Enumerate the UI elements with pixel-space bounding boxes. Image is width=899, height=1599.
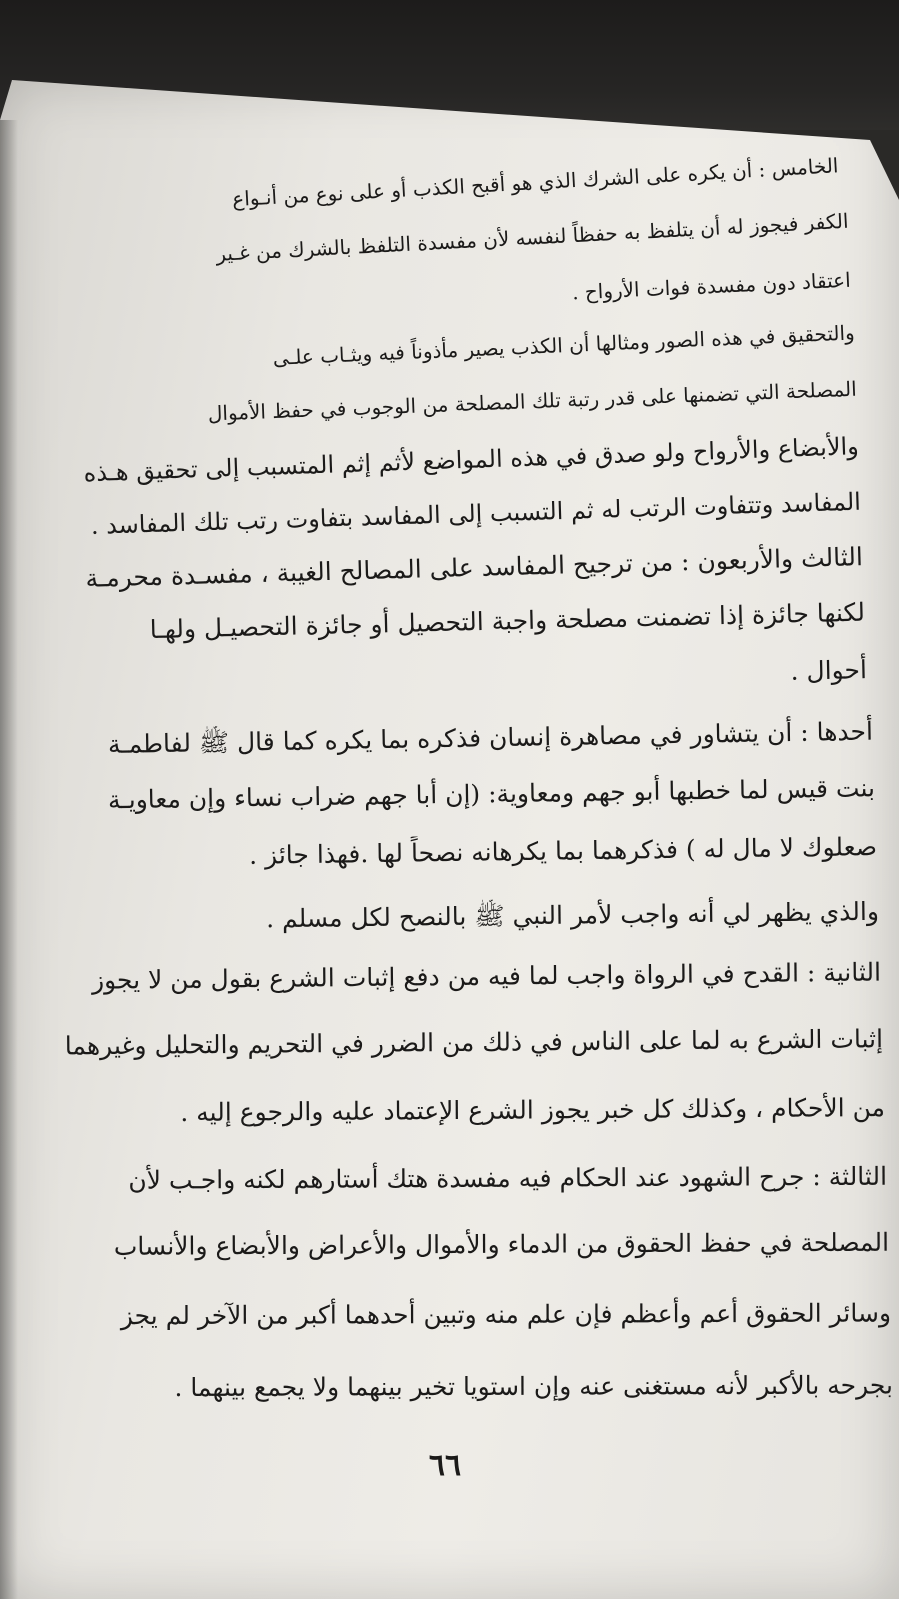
text-line: بجرحه بالأكبر لأنه مستغنى عنه وإن استويا تخير بينهما ولا يجمع بينهما . <box>174 1370 894 1403</box>
text-line: والأبضاع والأرواح ولو صدق في هذه المواضع لأثم إثم المتسبب إلى تحقيق هـذه <box>83 432 860 488</box>
text-line: الثالث والأربعون : من ترجيح المفاسد على المصالح الغيبة ، مفسـدة محرمـة <box>85 542 864 593</box>
text-line: المصلحة في حفظ الحقوق من الدماء والأموال والأعراض والأبضاع والأنساب <box>113 1227 890 1261</box>
text-line: لكنها جائزة إذا تضمنت مصلحة واجبة التحصيل أو جائزة التحصيـل ولهـا <box>149 597 866 645</box>
text-line: صعلوك لا مال له ) فذكرهما بما يكرهانه نصحاً لها .فهذا جائز . <box>248 832 878 870</box>
text-line: أحوال . <box>790 655 868 686</box>
text-line: إثبات الشرع به لما على الناس في ذلك من الضرر في التحريم والتحليل وغيرهما <box>64 1024 884 1061</box>
text-line: من الأحكام ، وكذلك كل خبر يجوز الشرع الإعتماد عليه والرجوع إليه . <box>180 1093 886 1127</box>
text-line: وسائر الحقوق أعم وأعظم فإن علم منه وتبين أحدهما أكبر من الآخر لم يجز <box>120 1298 892 1331</box>
text-line: الثانية : القدح في الرواة واجب لما فيه من دفع إثبات الشرع بقول من لا يجوز <box>91 957 882 995</box>
text-line: أحدها : أن يتشاور في مصاهرة إنسان فذكره بما يكره كما قال ﷺ لفاطمـة <box>107 716 874 759</box>
text-line: والتحقيق في هذه الصور ومثالها أن الكذب يصير مأذوناً فيه ويثـاب علـى <box>272 320 856 370</box>
text-line: اعتقاد دون مفسدة فوات الأرواح . <box>571 267 852 305</box>
page-number: ٦٦ <box>428 1448 462 1483</box>
text-line: والذي يظهر لي أنه واجب لأمر النبي ﷺ بالنصح لكل مسلم . <box>265 896 880 934</box>
text-line: المصلحة التي تضمنها على قدر رتبة تلك المصلحة من الوجوب في حفظ الأموال <box>207 376 858 426</box>
text-line: بنت قيس لما خطبها أبو جهم ومعاوية: (إن أبا جهم ضراب نساء وإن معاويـة <box>107 773 876 815</box>
text-line: الثالثة : جرح الشهود عند الحكام فيه مفسدة هتك أستارهم لكنه واجـب لأن <box>128 1161 888 1195</box>
text-line: الخامس : أن يكره على الشرك الذي هو أقبح الكذب أو على نوع من أنـواع <box>231 153 840 212</box>
text-line: الكفر فيجوز له أن يتلفظ به حفظاً لنفسه لأن مفسدة التلفظ بالشرك من غـير <box>215 208 850 266</box>
text-line: المفاسد وتتفاوت الرتب له ثم التسبب إلى المفاسد بتفاوت رتب تلك المفاسد . <box>90 487 862 540</box>
